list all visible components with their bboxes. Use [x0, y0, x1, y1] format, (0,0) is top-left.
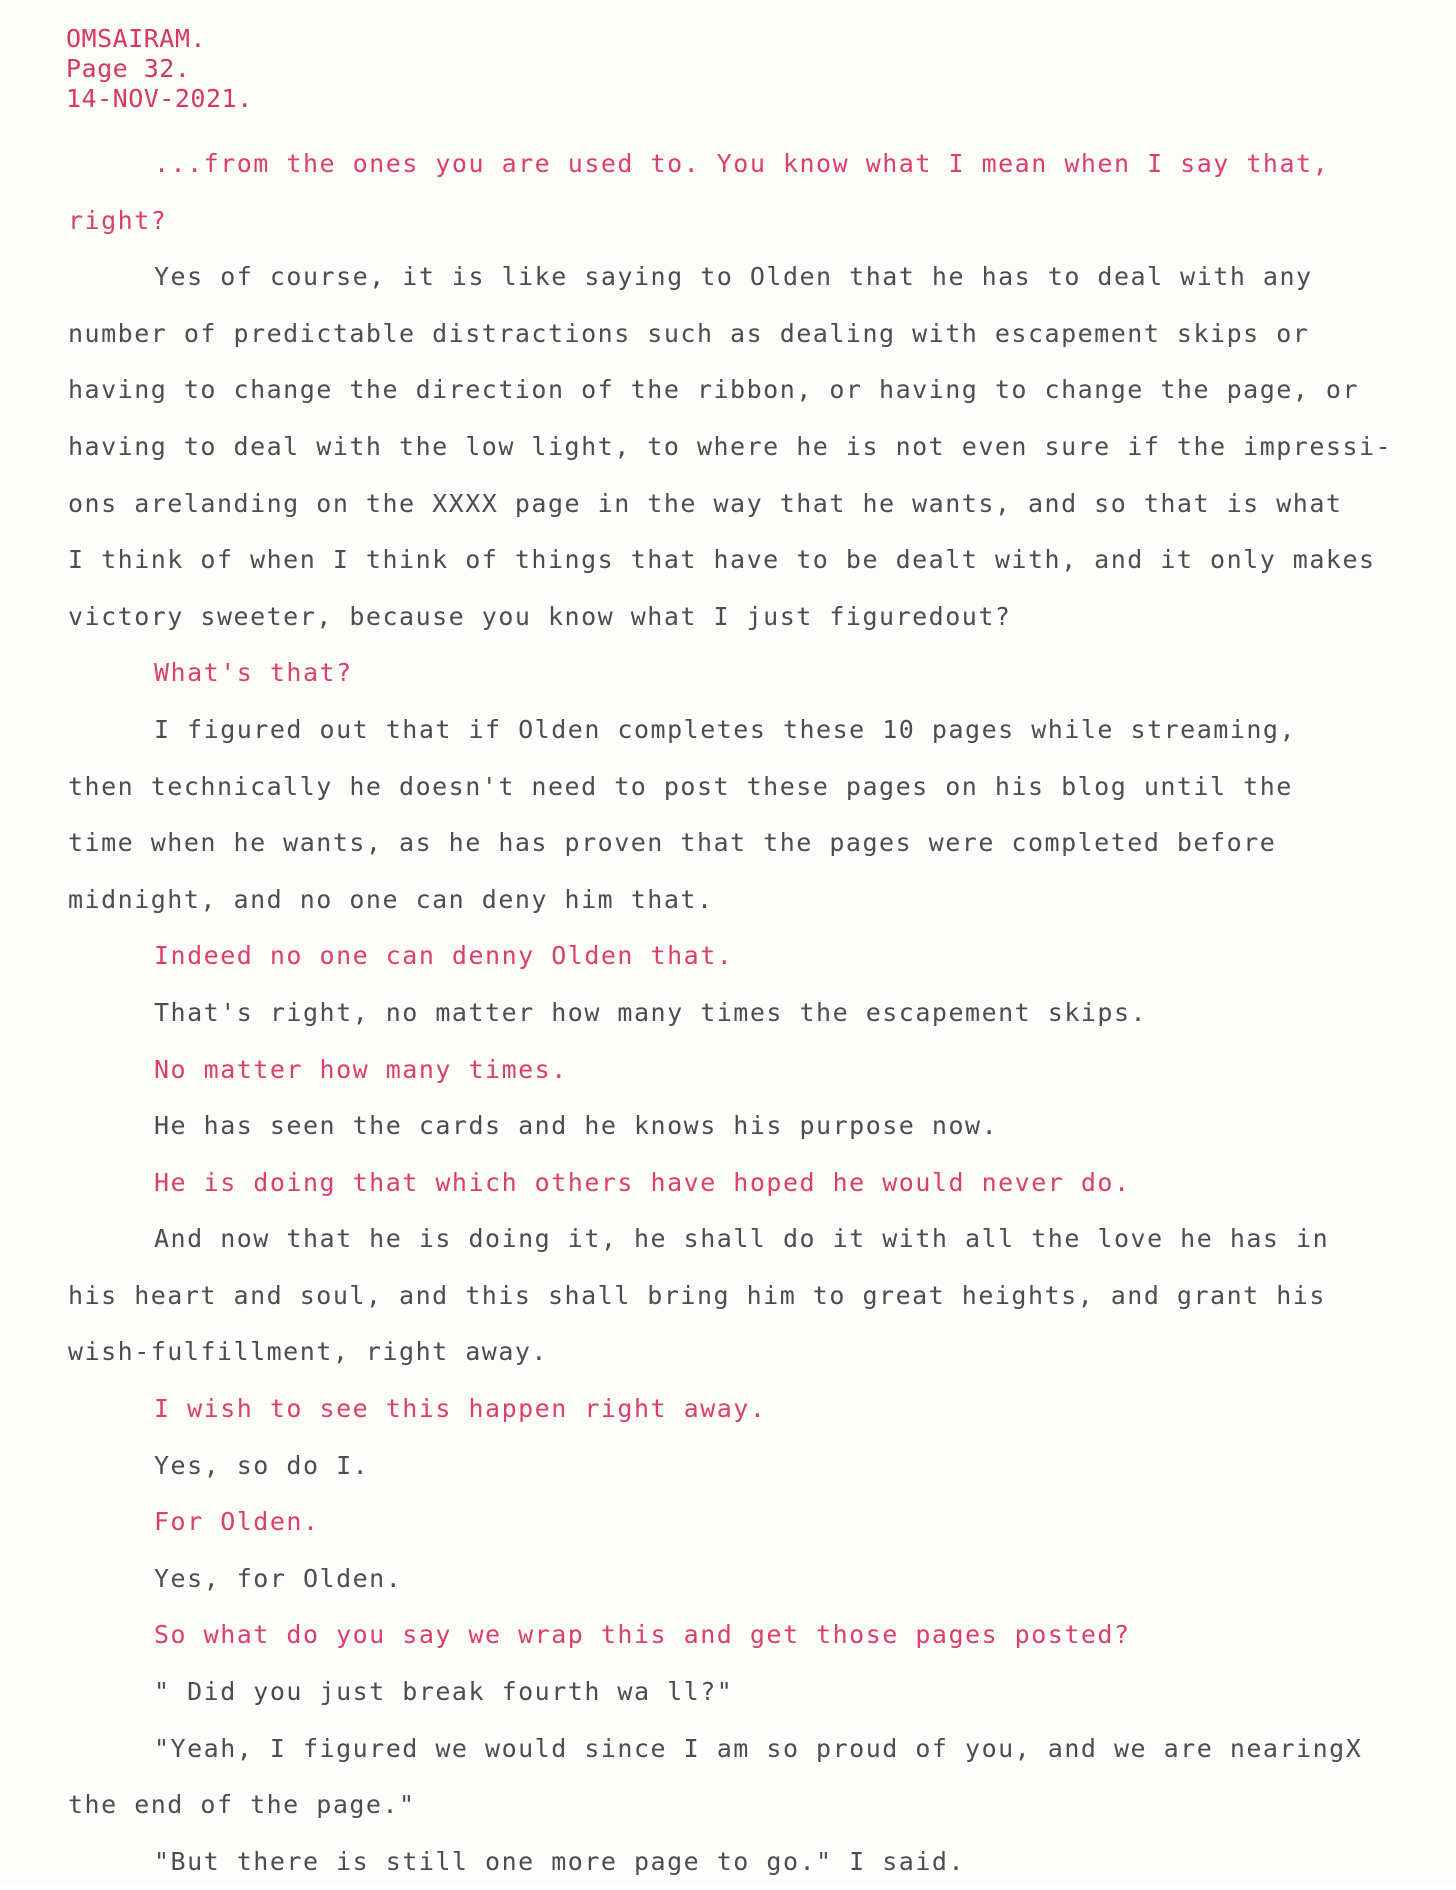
- paragraph-17-line-1: "Yeah, I figured we would since I am so proud of you, and we are nearingX: [154, 1733, 1363, 1763]
- paragraph-2-line-4: having to deal with the low light, to where he is not even sure if the impressi-: [68, 431, 1393, 461]
- paragraph-2-line-6: I think of when I think of things that have to be dealt with, and it only makes: [68, 545, 1376, 575]
- paragraph-17-line-2: the end of the page.": [68, 1790, 416, 1820]
- paragraph-2-line-3: having to change the direction of the ribbon, or having to change the page, or: [68, 375, 1359, 405]
- paragraph-13: For Olden.: [154, 1507, 320, 1537]
- paragraph-2-line-5: ons arelanding on the XXXX page in the way that he wants, and so that is what: [68, 488, 1343, 518]
- paragraph-18: "But there is still one more page to go." I said.: [154, 1846, 966, 1876]
- paragraph-2: [68, 249, 1438, 645]
- paragraph-4-line-4: midnight, and no one can deny him that.: [68, 884, 714, 914]
- paragraph-7: No matter how many times.: [154, 1054, 568, 1084]
- paragraph-1-line-2: right?: [68, 205, 168, 235]
- paragraph-2-line-1: Yes of course, it is like saying to Olden that he has to deal with any: [154, 262, 1313, 292]
- paragraph-4: [68, 702, 1438, 928]
- paragraph-1-line-1: ...from the ones you are used to. You know what I mean when I say that,: [154, 149, 1330, 178]
- paragraph-4-line-3: time when he wants, as he has proven that the pages were completed before: [68, 828, 1277, 858]
- paragraph-2-line-7: victory sweeter, because you know what I just figuredout?: [68, 601, 1012, 631]
- paragraph-4-line-1: I figured out that if Olden completes these 10 pages while streaming,: [154, 714, 1297, 744]
- paragraph-10: [68, 1211, 1438, 1381]
- paragraph-11: I wish to see this happen right away.: [154, 1394, 767, 1424]
- page-header: [66, 24, 253, 114]
- paragraph-10-line-2: his heart and soul, and this shall bring him to great heights, and grant his: [68, 1280, 1326, 1310]
- body-text: [68, 136, 1438, 1890]
- paragraph-16: " Did you just break fourth wa ll?": [154, 1677, 734, 1707]
- paragraph-5: Indeed no one can denny Olden that.: [154, 941, 734, 971]
- header-page-number: Page 32.: [66, 54, 191, 83]
- paragraph-6: That's right, no matter how many times the escapement skips.: [154, 997, 1148, 1027]
- paragraph-9: He is doing that which others have hoped he would never do.: [154, 1167, 1131, 1197]
- paragraph-1: [68, 136, 1438, 249]
- paragraph-15: So what do you say we wrap this and get those pages posted?: [154, 1620, 1131, 1650]
- paragraph-14: Yes, for Olden.: [154, 1563, 403, 1593]
- header-date: 14-NOV-2021.: [66, 84, 253, 113]
- paragraph-10-line-3: wish-fulfillment, right away.: [68, 1337, 548, 1367]
- paragraph-2-line-2: number of predictable distractions such as dealing with escapement skips or: [68, 318, 1310, 348]
- paragraph-17: [68, 1721, 1438, 1834]
- paragraph-8: He has seen the cards and he knows his purpose now.: [154, 1111, 999, 1141]
- paragraph-10-line-1: And now that he is doing it, he shall do it with all the love he has in: [154, 1224, 1330, 1254]
- paragraph-3: What's that?: [154, 658, 353, 688]
- header-title: OMSAIRAM.: [66, 24, 206, 53]
- paragraph-4-line-2: then technically he doesn't need to post these pages on his blog until the: [68, 771, 1293, 801]
- paragraph-12: Yes, so do I.: [154, 1450, 370, 1480]
